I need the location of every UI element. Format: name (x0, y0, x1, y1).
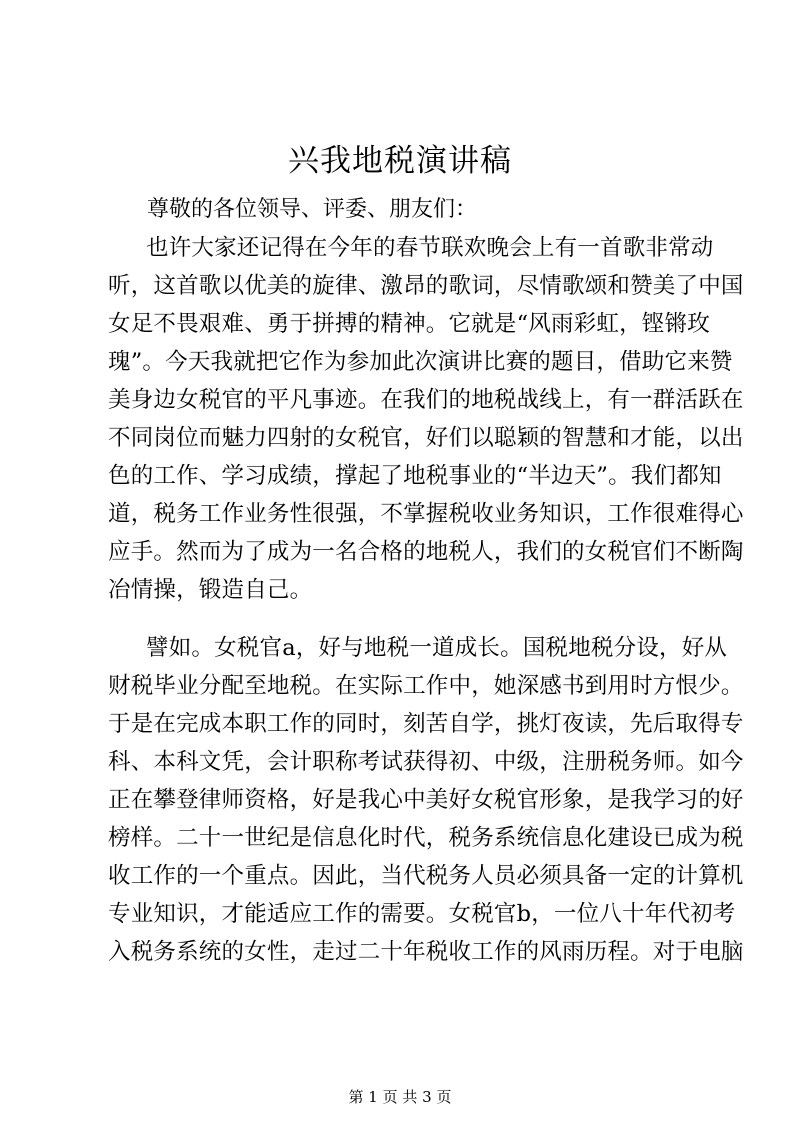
text-line: 听，这首歌以优美的旋律、激昂的歌词，尽情歌颂和赞美了中国 (108, 273, 744, 299)
text-line: 譬如。女税官a，好与地税一道成长。国税地税分设，好从 (146, 635, 728, 661)
text-line: 正在攀登律师资格，好是我心中美好女税官形象，是我学习的好 (108, 787, 744, 813)
text-line: 美身边女税官的平凡事迹。在我们的地税战线上，有一群活跃在 (108, 387, 744, 413)
text-line: 瑰”。今天我就把它作为参加此次演讲比赛的题目，借助它来赞 (108, 349, 733, 375)
text-line: 入税务系统的女性，走过二十年税收工作的风雨历程。对于电脑 (108, 939, 744, 965)
text-line: 应手。然而为了成为一名合格的地税人，我们的女税官们不断陶 (108, 539, 744, 565)
text-line: 榜样。二十一世纪是信息化时代，税务系统信息化建设已成为税 (108, 825, 744, 851)
greeting-line: 尊敬的各位领导、评委、朋友们： (147, 197, 478, 222)
text-line: 女足不畏艰难、勇于拼搏的精神。它就是“风雨彩虹，铿锵玫 (108, 311, 710, 337)
page-number-footer: 第 1 页 共 3 页 (348, 1088, 452, 1106)
text-line: 道，税务工作业务性很强，不掌握税收业务知识，工作很难得心 (108, 501, 744, 527)
text-line: 专业知识，才能适应工作的需要。女税官b，一位八十年代初考 (108, 901, 736, 927)
text-line: 色的工作、学习成绩，撑起了地税事业的“半边天”。我们都知 (108, 463, 722, 489)
text-line: 也许大家还记得在今年的春节联欢晚会上有一首歌非常动 (146, 235, 714, 261)
text-line: 科、本科文凭，会计职称考试获得初、中级，注册税务师。如今 (108, 749, 744, 775)
text-line: 收工作的一个重点。因此，当代税务人员必须具备一定的计算机 (108, 863, 744, 889)
document-title: 兴我地税演讲稿 (288, 143, 512, 179)
text-line: 财税毕业分配至地税。在实际工作中，她深感书到用时方恨少。 (108, 673, 744, 699)
text-line: 冶情操，锻造自己。 (108, 577, 313, 603)
text-line: 不同岗位而魅力四射的女税官，好们以聪颖的智慧和才能，以出 (108, 425, 744, 451)
text-line: 于是在完成本职工作的同时，刻苦自学，挑灯夜读，先后取得专 (108, 711, 744, 737)
